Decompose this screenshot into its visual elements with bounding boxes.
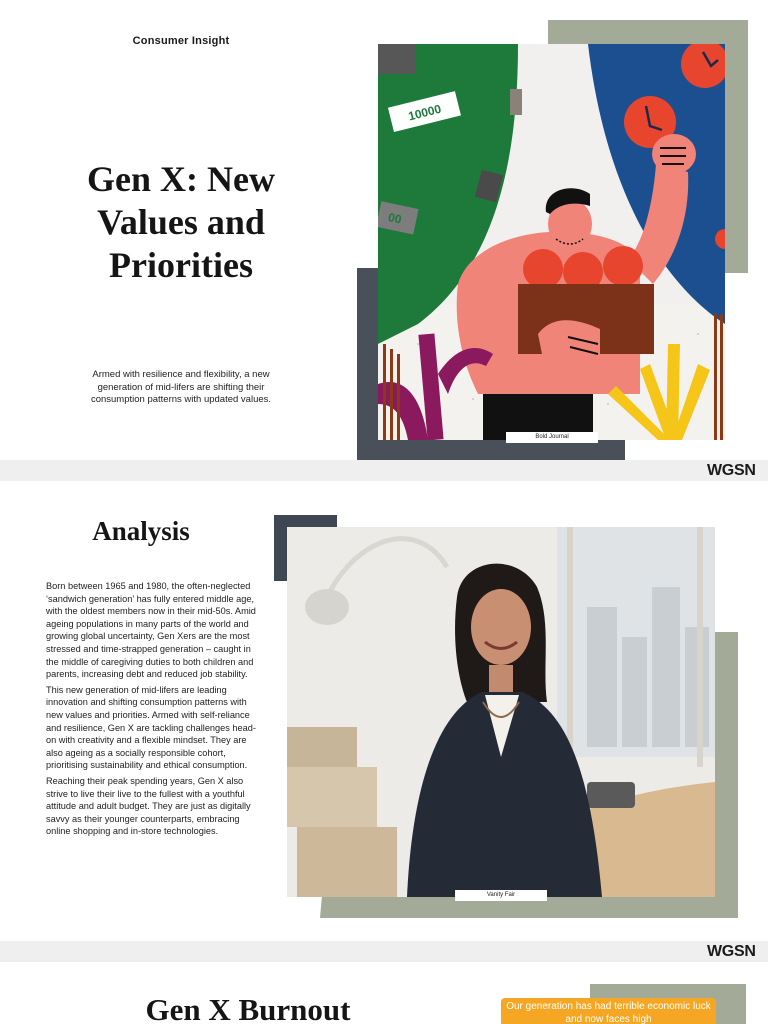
title-line-1: Gen X: New: [87, 159, 275, 199]
analysis-paragraph-2: This new generation of mid-lifers are leading innovation and shifting consumption patterns with new values and priorities. Armed with self-reliance and resilience, Gen X are tackling challenges head-on with creativity and a flexible mindset. They are also ageing as a socially responsible cohort, prioritising sustainability and ethical consumption.: [46, 684, 256, 771]
brand-logo-2: WGSN: [707, 943, 756, 960]
title-line-2: Values and: [97, 202, 265, 242]
analysis-paragraph-1: Born between 1965 and 1980, the often-neglected ‘sandwich generation’ has fully entered middle age, with the oldest members now in their mid-50s. Amid ageing populations in many parts of the world and growing global uncertainty, Gen Xers are the most stressed and time-strapped generation – caught in the middle of caregiving duties to both children and parents, increasing debt and reduced job stability.: [46, 581, 256, 680]
svg-text:00: 00: [386, 210, 403, 227]
title-line-3: Priorities: [109, 245, 253, 285]
illustration-svg: [378, 44, 725, 440]
photo-credit: Vanity Fair: [455, 890, 547, 901]
section-heading: Analysis: [92, 516, 190, 546]
page-footer-band: [0, 460, 768, 481]
intro-text: Armed with resilience and flexibility, a new generation of mid-lifers are shifting their consumption patterns with updated values.: [90, 369, 272, 405]
svg-text:10000: 10000: [406, 101, 443, 124]
cover-illustration: [378, 44, 725, 440]
pull-quote: Our generation has had terrible economic luck and now faces high: [501, 998, 716, 1024]
section-kicker: Consumer Insight: [132, 35, 230, 47]
analysis-paragraph-3: Reaching their peak spending years, Gen X also strive to live their live to the fullest with a youthful attitude and adult budget. They are just as digitally savvy as their younger counterparts, embracing online shopping and in-store technologies.: [46, 775, 251, 837]
page-footer-band-2: [0, 941, 768, 962]
photo-svg: [287, 527, 715, 897]
section-heading-2: Gen X Burnout: [145, 992, 351, 1024]
brand-logo: WGSN: [707, 462, 756, 479]
illustration-credit: Bold Journal: [506, 432, 598, 443]
phone-icon: [587, 782, 635, 808]
analysis-body: [46, 580, 256, 841]
page-title: [40, 158, 322, 287]
portrait-photo: [287, 527, 715, 897]
